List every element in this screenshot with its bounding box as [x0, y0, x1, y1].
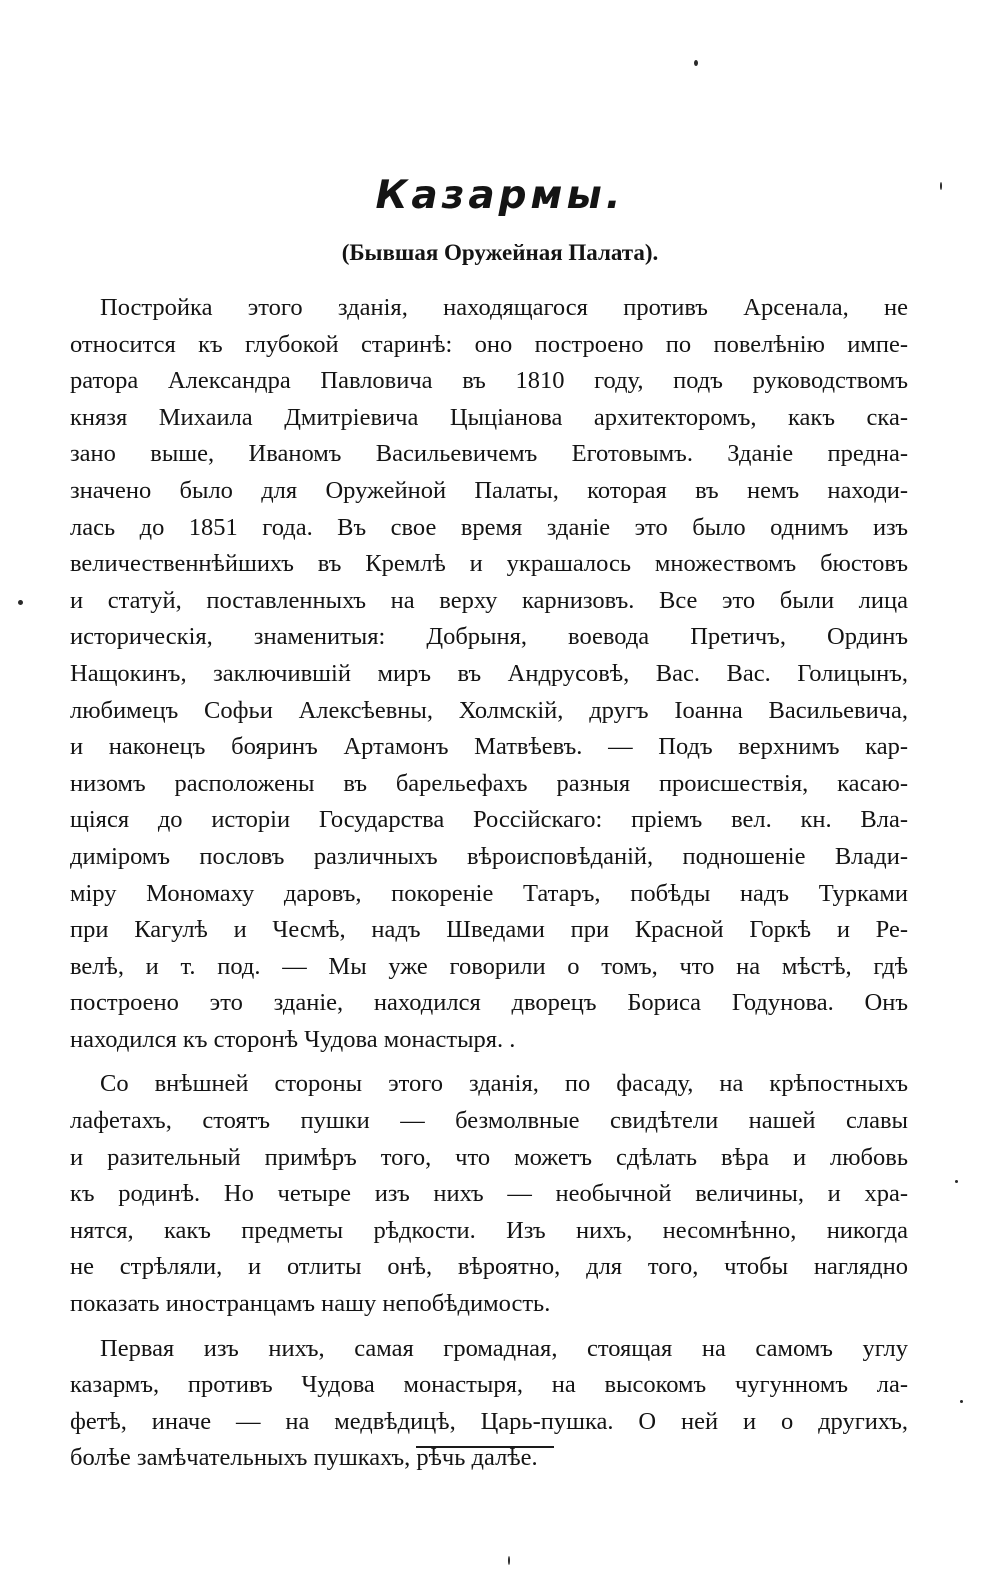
- text-line: Нащокинъ, заключившій миръ въ Андрусовѣ, Вас. Вас. Голицынъ,: [70, 659, 908, 687]
- text-line: любимецъ Софьи Алексѣевны, Холмскій, другъ Іоанна Васильевича,: [70, 696, 908, 724]
- text-line: и наконецъ бояринъ Артамонъ Матвѣевъ. — Подъ верхнимъ кар-: [70, 733, 908, 761]
- text-line: не стрѣляли, и отлиты онѣ, вѣроятно, для того, чтобы наглядно: [70, 1253, 908, 1281]
- text-line: историческія, знаменитыя: Добрыня, воевода Претичъ, Ординъ: [70, 623, 908, 651]
- text-line: зано выше, Иваномъ Васильевичемъ Еготовымъ. Зданіе предна-: [70, 440, 908, 468]
- scan-speck: [508, 1556, 510, 1565]
- text-line: и разительный примѣръ того, что можетъ сдѣлать вѣра и любовь: [70, 1143, 908, 1171]
- text-line: при Кагулѣ и Чесмѣ, надъ Шведами при Красной Горкѣ и Ре-: [70, 916, 908, 944]
- text-line: къ родинѣ. Но четыре изъ нихъ — необычной величины, и хра-: [70, 1180, 908, 1208]
- paragraph-gap: [70, 1323, 908, 1331]
- scan-speck: [960, 1400, 963, 1403]
- body-text: [70, 290, 908, 1477]
- text-line: лась до 1851 года. Въ свое время зданіе это было однимъ изъ: [70, 513, 908, 541]
- text-line: князя Михаила Дмитріевича Цыціанова архитекторомъ, какъ ска-: [70, 403, 908, 431]
- paragraph: [70, 290, 908, 1058]
- text-line: Первая изъ нихъ, самая громадная, стоящая на самомъ углу: [100, 1334, 908, 1362]
- text-line: низомъ расположены въ барельефахъ разныя происшествія, касаю-: [70, 769, 908, 797]
- text-line: диміромъ пословъ различныхъ вѣроисповѣданій, подношеніе Влади-: [70, 842, 908, 870]
- text-line: болѣе замѣчательныхъ пушкахъ, рѣчь далѣе.: [70, 1444, 538, 1472]
- text-line: значено было для Оружейной Палаты, которая въ немъ находи-: [70, 476, 908, 504]
- page-subtitle: (Бывшая Оружейная Палата).: [341, 240, 659, 265]
- text-line: міру Мономаху даровъ, покореніе Татаръ, побѣды надъ Турками: [70, 879, 908, 907]
- paragraph: [70, 1331, 908, 1477]
- text-line: построено это зданіе, находился дворецъ Бориса Годунова. Онъ: [70, 989, 908, 1017]
- text-line: щіяся до исторіи Государства Россійскаго: пріемъ вел. кн. Вла-: [70, 806, 908, 834]
- paragraph: [70, 1066, 908, 1322]
- text-line: величественнѣйшихъ въ Кремлѣ и украшалось множествомъ бюстовъ: [70, 550, 908, 578]
- scan-speck: [18, 600, 23, 605]
- scan-speck: [955, 1180, 958, 1183]
- scan-speck: [940, 182, 942, 190]
- text-line: относится къ глубокой старинѣ: оно построено по повелѣнію импе-: [70, 330, 908, 358]
- text-line: и статуй, поставленныхъ на верху карнизовъ. Все это были лица: [70, 586, 908, 614]
- text-line: ратора Александра Павловича въ 1810 году, подъ руководствомъ: [70, 367, 908, 395]
- text-line: показать иностранцамъ нашу непобѣдимость.: [70, 1290, 551, 1318]
- paragraph-gap: [70, 1058, 908, 1066]
- text-line: находился къ сторонѣ Чудова монастыря. .: [70, 1025, 516, 1053]
- text-line: фетѣ, иначе — на медвѣдицѣ, Царь-пушка. О ней и о другихъ,: [70, 1407, 908, 1435]
- page-title: Казармы.: [375, 173, 625, 218]
- text-line: Со внѣшней стороны этого зданія, по фасаду, на крѣпостныхъ: [100, 1070, 908, 1098]
- text-line: нятся, какъ предметы рѣдкости. Изъ нихъ, несомнѣнно, никогда: [70, 1216, 908, 1244]
- text-line: лафетахъ, стоятъ пушки — безмолвные свидѣтели нашей славы: [70, 1107, 908, 1135]
- text-line: велѣ, и т. под. — Мы уже говорили о томъ, что на мѣстѣ, гдѣ: [70, 952, 908, 980]
- text-line: Постройка этого зданія, находящагося противъ Арсенала, не: [100, 294, 908, 321]
- section-divider: [416, 1446, 554, 1448]
- text-line: казармъ, противъ Чудова монастыря, на высокомъ чугунномъ ла-: [70, 1371, 908, 1399]
- scan-speck: [694, 60, 698, 66]
